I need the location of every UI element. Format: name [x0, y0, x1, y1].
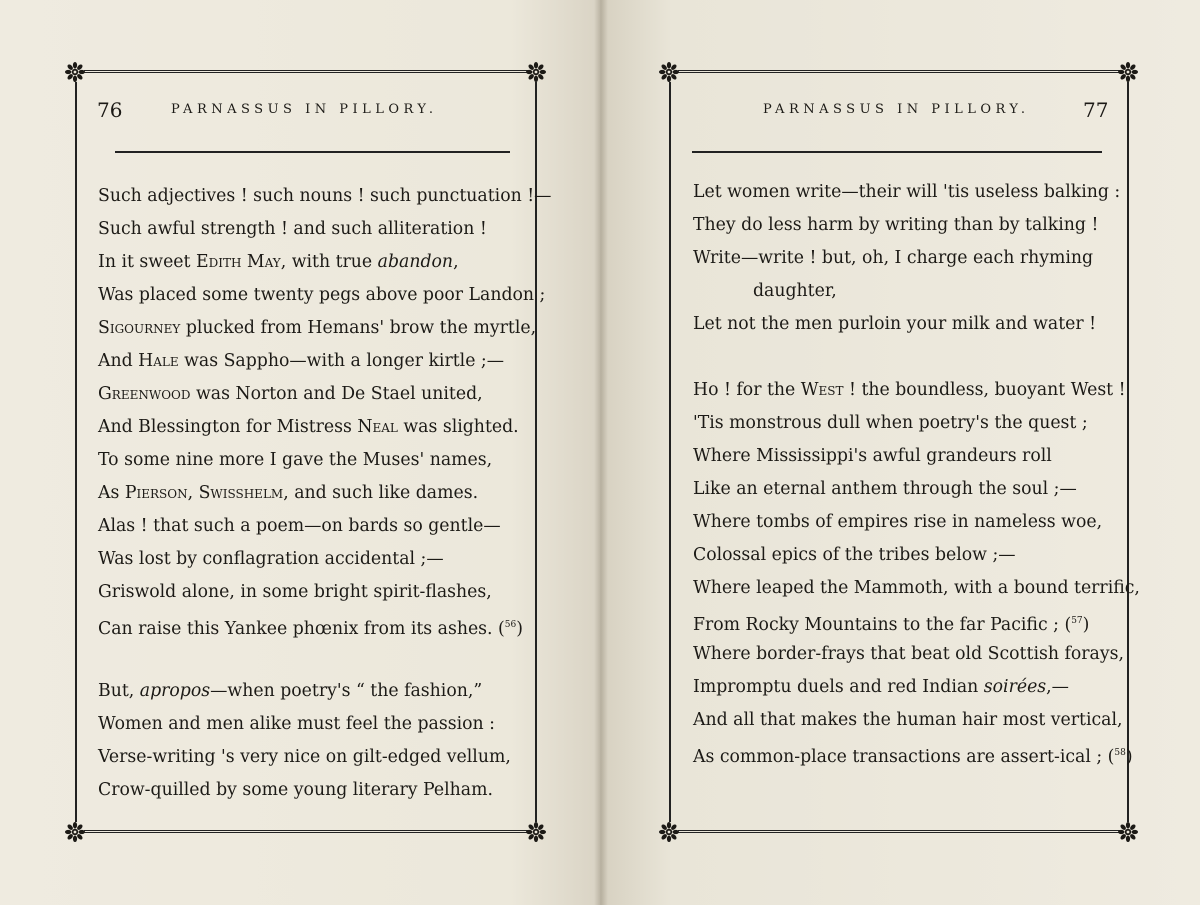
corner-ornament-icon: [658, 821, 680, 843]
right-verse-text: [693, 176, 1140, 770]
verse-text: As: [98, 483, 125, 503]
verse-line: [693, 374, 1140, 407]
verse-text: Such adjectives ! such nouns ! such punctuation !—: [98, 186, 552, 206]
verse-text: And all that makes the human hair most vertical,: [693, 710, 1123, 730]
proper-name: Greenwood: [98, 384, 191, 404]
footnote-ref: 58: [1114, 748, 1126, 758]
verse-line: [693, 638, 1140, 671]
verse-line: [98, 741, 551, 774]
verse-text: ): [1125, 747, 1133, 767]
verse-text: daughter,: [753, 281, 837, 301]
verse-text: Where leaped the Mammoth, with a bound terrific,: [693, 578, 1140, 598]
verse-text: Can raise this Yankee phœnix from its ashes. (: [98, 619, 505, 639]
verse-text: ,: [187, 483, 199, 503]
verse-text: Verse-writing 's very nice on gilt-edged vellum,: [98, 747, 511, 767]
verse-line: [98, 510, 551, 543]
verse-text: —when poetry's “ the fashion,”: [210, 681, 483, 701]
verse-line: [98, 708, 551, 741]
right-page-number: 77: [1083, 98, 1109, 122]
verse-line: [98, 246, 551, 279]
verse-line: [693, 176, 1140, 209]
verse-line: [98, 378, 551, 411]
verse-text: Write—write ! but, oh, I charge each rhyming: [693, 248, 1094, 268]
left-page-number: 76: [97, 98, 123, 122]
verse-line: [693, 671, 1140, 704]
footnote-ref: 56: [504, 620, 517, 630]
verse-text: Where border-frays that beat old Scottish forays,: [693, 644, 1124, 664]
left-running-head: PARNASSUS IN PILLORY.: [171, 102, 438, 117]
left-left-border: [75, 82, 77, 822]
italic-word: soirées: [983, 677, 1047, 697]
verse-line: [98, 774, 551, 807]
book-gutter: [594, 0, 608, 905]
verse-text: And Blessington for Mistress: [98, 417, 358, 437]
verse-line: [98, 609, 551, 642]
verse-text: Women and men alike must feel the passion :: [98, 714, 495, 734]
italic-word: apropos: [139, 681, 211, 701]
corner-ornament-icon: [525, 821, 547, 843]
verse-line: [693, 539, 1140, 572]
verse-text: Where Mississippi's awful grandeurs roll: [693, 446, 1052, 466]
verse-line: [693, 209, 1140, 242]
verse-text: ! the boundless, buoyant West !: [843, 380, 1126, 400]
verse-line: [693, 440, 1140, 473]
corner-ornament-icon: [64, 821, 86, 843]
left-head-rule: [115, 151, 510, 153]
corner-ornament-icon: [1117, 821, 1139, 843]
verse-line: [98, 444, 551, 477]
verse-text: , and such like dames.: [283, 483, 479, 503]
verse-text: Ho ! for the: [693, 380, 801, 400]
verse-text: ,: [453, 252, 459, 272]
proper-name: Edith May: [195, 252, 281, 272]
verse-line: [98, 576, 551, 609]
verse-text: Impromptu duels and red Indian: [693, 677, 984, 697]
verse-text: And: [98, 351, 139, 371]
verse-text: was slighted.: [397, 417, 519, 437]
verse-text: Crow-quilled by some young literary Pelham.: [98, 780, 493, 800]
proper-name: Pierson: [124, 483, 188, 503]
right-head-rule: [692, 151, 1102, 153]
stanza-break: [693, 341, 1140, 374]
verse-line: [693, 242, 1140, 275]
verse-line: [98, 675, 551, 708]
verse-text: Was lost by conflagration accidental ;—: [98, 549, 444, 569]
verse-text: In it sweet: [98, 252, 196, 272]
left-verse-text: [98, 180, 551, 807]
verse-line: [98, 477, 551, 510]
verse-line: [98, 543, 551, 576]
verse-text: Colossal epics of the tribes below ;—: [693, 545, 1016, 565]
verse-text: They do less harm by writing than by talking !: [693, 215, 1099, 235]
corner-ornament-icon: [64, 61, 86, 83]
verse-text: Let women write—their will 'tis useless balking :: [693, 182, 1121, 202]
proper-name: West: [800, 380, 844, 400]
verse-line: [98, 213, 551, 246]
right-running-head: PARNASSUS IN PILLORY.: [763, 102, 1030, 117]
right-top-border: [678, 70, 1120, 73]
verse-text: From Rocky Mountains to the far Pacific ; (: [693, 615, 1072, 635]
right-left-border: [669, 82, 671, 822]
verse-text: , with true: [280, 252, 378, 272]
verse-text: Like an eternal anthem through the soul ;—: [693, 479, 1077, 499]
verse-text: ): [1082, 615, 1090, 635]
verse-line: [98, 411, 551, 444]
proper-name: Neal: [357, 417, 398, 437]
verse-text: Where tombs of empires rise in nameless woe,: [693, 512, 1103, 532]
verse-line: [693, 275, 1140, 308]
verse-text: ): [516, 619, 523, 639]
stanza-break: [98, 642, 551, 675]
right-bottom-border: [678, 830, 1120, 833]
corner-ornament-icon: [525, 61, 547, 83]
proper-name: Swisshelm: [198, 483, 284, 503]
verse-text: 'Tis monstrous dull when poetry's the quest ;: [693, 413, 1088, 433]
proper-name: Hale: [138, 351, 179, 371]
verse-text: Let not the men purloin your milk and water !: [693, 314, 1097, 334]
verse-text: Was placed some twenty pegs above poor Landon ;: [98, 285, 546, 305]
proper-name: Sigourney: [98, 318, 181, 338]
verse-line: [98, 345, 551, 378]
verse-text: was Norton and De Stael united,: [190, 384, 483, 404]
verse-line: [693, 737, 1140, 770]
verse-line: [693, 308, 1140, 341]
verse-line: [693, 605, 1140, 638]
verse-line: [98, 312, 551, 345]
verse-text: was Sappho—with a longer kirtle ;—: [178, 351, 505, 371]
verse-line: [693, 572, 1140, 605]
corner-ornament-icon: [1117, 61, 1139, 83]
left-bottom-border: [84, 830, 528, 833]
verse-text: To some nine more I gave the Muses' names,: [98, 450, 493, 470]
verse-text: plucked from Hemans' brow the myrtle,: [180, 318, 537, 338]
verse-line: [98, 279, 551, 312]
verse-text: As common-place transactions are assert-ical ; (: [693, 747, 1115, 767]
verse-text: ,—: [1046, 677, 1069, 697]
verse-text: Such awful strength ! and such alliteration !: [98, 219, 487, 239]
verse-text: But,: [98, 681, 140, 701]
verse-line: [98, 180, 551, 213]
verse-line: [693, 407, 1140, 440]
verse-line: [693, 473, 1140, 506]
verse-text: Griswold alone, in some bright spirit-flashes,: [98, 582, 492, 602]
footnote-ref: 57: [1071, 616, 1083, 626]
verse-line: [693, 704, 1140, 737]
verse-line: [693, 506, 1140, 539]
italic-word: abandon: [377, 252, 454, 272]
left-top-border: [84, 70, 528, 73]
corner-ornament-icon: [658, 61, 680, 83]
verse-text: Alas ! that such a poem—on bards so gentle—: [98, 516, 501, 536]
